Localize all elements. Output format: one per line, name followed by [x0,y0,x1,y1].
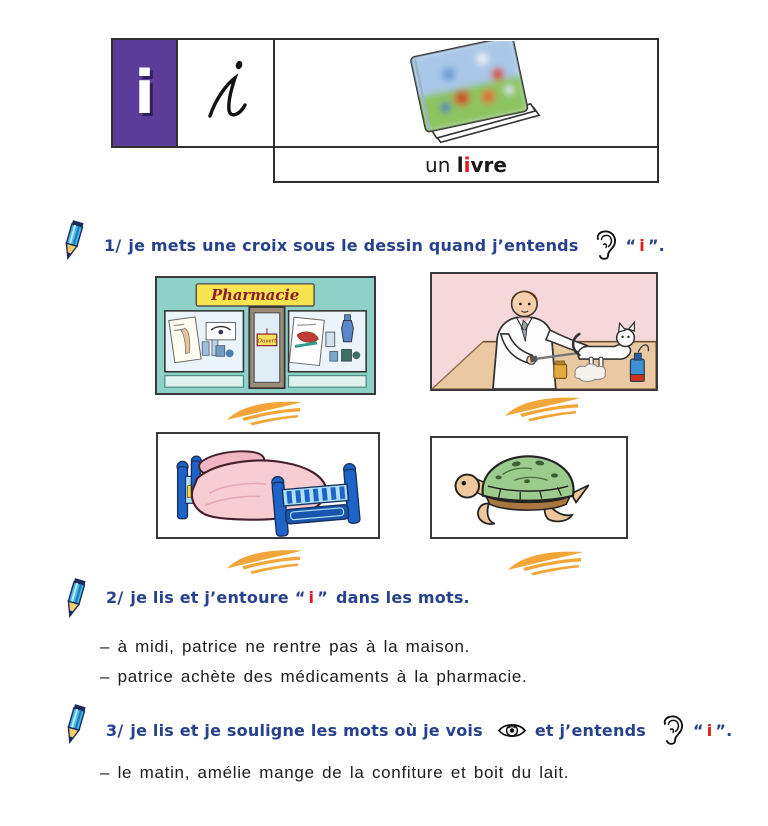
picture-turtle [430,436,628,539]
pencil-icon [59,220,87,264]
caption-article: un [425,152,451,177]
exercise3-sentence: – le matin, amélie mange de la confiture et boit du lait. [100,763,570,782]
exercise2-quote-open: “ [294,588,306,607]
caption-word-end: vre [470,152,507,177]
ear-icon [660,714,685,746]
brush-stroke [222,396,308,429]
exercise2-instruction-before: je lis et j’entoure [130,588,289,607]
vet-illustration [432,274,656,389]
exercise3-quote-close: ”. [715,720,733,740]
exercise1-instruction: je mets une croix sous le dessin quand j’entends [128,235,579,255]
exercise2-sentence: – patrice achète des médicaments à la pharmacie. [100,667,528,686]
pharmacy-door-sign-text: Ouvert [257,338,277,345]
turtle-illustration [432,438,626,537]
exercise2-number: 2/ [106,588,124,607]
exercise3-heading [106,714,732,746]
bed-illustration [158,434,378,537]
letter-card-picture [273,38,659,148]
exercise3-quote-open: “ [692,720,704,740]
caption-word-start: l [456,152,464,177]
ear-icon [593,229,618,261]
pencil-icon [61,704,89,748]
cursive-letter-i [200,54,252,132]
picture-bed [156,432,380,539]
brush-stroke [500,392,586,425]
exercise2-sentence: – à midi, patrice ne rentre pas à la maison. [100,637,471,656]
caption-word-highlight: i [463,152,471,177]
pharmacy-illustration [157,278,374,393]
exercise2-instruction-after: dans les mots. [335,588,470,607]
exercise1-quote-close: ”. [647,235,665,255]
letter-card-print [111,38,178,148]
picture-vet [430,272,658,391]
exercise2-heading [106,588,470,607]
pencil-icon [61,578,89,622]
exercise2-quote-close: ” [317,588,328,607]
exercise3-number: 3/ [106,720,124,740]
exercise1-heading [104,229,665,261]
exercise3-letter: i [706,720,713,740]
exercise3-instruction-before-eye: je lis et je souligne les mots où je vois [130,720,483,740]
picture-caption [273,146,659,183]
print-letter: i [134,58,155,128]
picture-pharmacy [155,276,376,395]
exercise1-letter: i [639,235,645,255]
pharmacy-sign-text: Pharmacie [211,287,300,305]
exercise1-number: 1/ [104,235,122,255]
brush-stroke [503,546,589,579]
exercise2-letter: i [308,588,315,607]
eye-icon [497,721,527,740]
letter-card-cursive [176,38,275,148]
book-illustration [361,41,571,145]
exercise3-instruction-between: et j’entends [534,720,646,740]
exercise1-quote-open: “ [625,235,637,255]
brush-stroke [222,544,308,578]
